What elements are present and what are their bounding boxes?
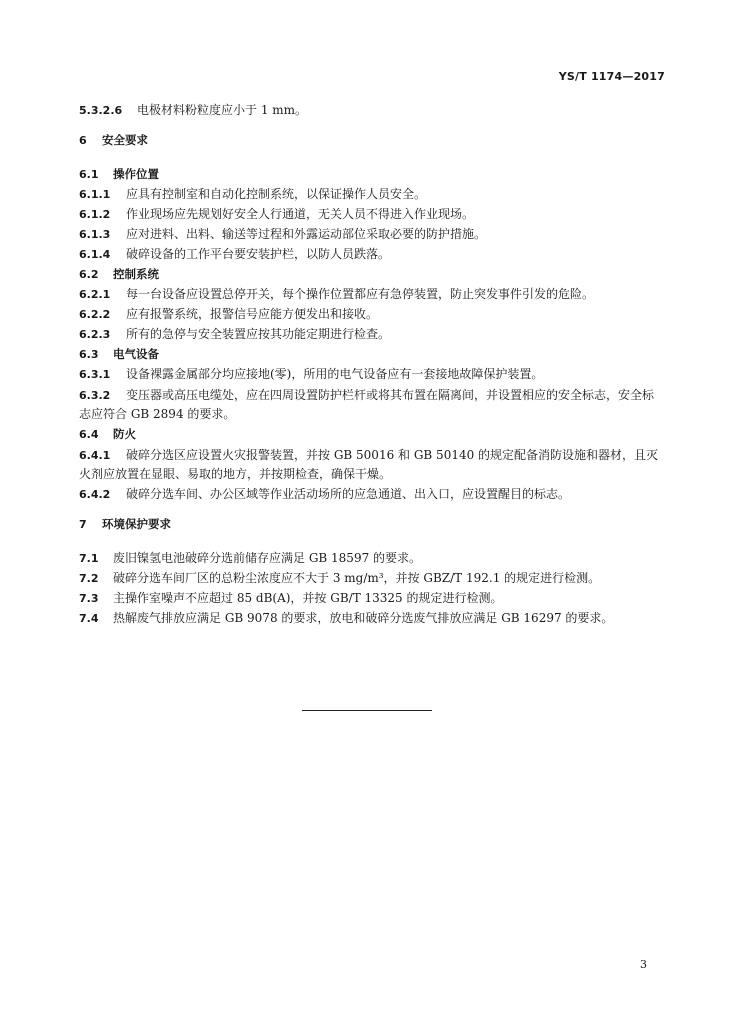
- subsection-heading-6-1: [79, 166, 665, 182]
- clause-text: 应具有控制室和自动化控制系统，以保证操作人员安全。: [126, 187, 427, 201]
- clause-text: 每一台设备应设置总停开关，每个操作位置都应有急停装置，防止突发事件引发的危险。: [126, 287, 595, 301]
- subsection-number: 6.3: [79, 348, 99, 361]
- clause-text: 破碎分选车间、办公区域等作业活动场所的应急通道、出入口，应设置醒目的标志。: [126, 487, 571, 501]
- clause-6-4-1: [79, 446, 665, 484]
- end-of-standard-line: [302, 710, 432, 711]
- clause-number: 7.2: [79, 572, 99, 585]
- clause-text: 所有的急停与安全装置应按其功能定期进行检查。: [126, 327, 391, 341]
- section-heading-6: [79, 132, 665, 148]
- subsection-title: 防火: [113, 427, 136, 441]
- section-number: 6: [79, 134, 87, 147]
- clause-number: 6.2.1: [79, 288, 111, 301]
- clause-text: 作业现场应先规划好安全人行通道，无关人员不得进入作业现场。: [126, 207, 475, 221]
- clause-number: 6.4.2: [79, 488, 111, 501]
- clause-6-1-1: [79, 186, 665, 202]
- subsection-title: 控制系统: [113, 267, 159, 281]
- subsection-heading-6-4: [79, 426, 665, 442]
- clause-6-1-4: [79, 246, 665, 262]
- clause-number: 6.1.1: [79, 188, 111, 201]
- clause-6-1-3: [79, 226, 665, 242]
- section-heading-7: [79, 516, 665, 532]
- clause-text: 电极材料粉粒度应小于 1 mm。: [137, 103, 308, 117]
- clause-text: 热解废气排放应满足 GB 9078 的要求，放电和破碎分选废气排放应满足 GB 16297 的要求。: [113, 611, 614, 625]
- clause-text: 破碎分选车间厂区的总粉尘浓度应不大于 3 mg/m³，并按 GBZ/T 192.1 的规定进行检测。: [113, 571, 601, 585]
- clause-6-3-1: [79, 366, 665, 382]
- clause-6-2-1: [79, 286, 665, 302]
- clause-number: 6.1.4: [79, 248, 111, 261]
- clause-number: 6.2.3: [79, 328, 111, 341]
- section-number: 7: [79, 518, 87, 531]
- clause-6-3-2: [79, 386, 665, 424]
- clause-text: 主操作室噪声不应超过 85 dB(A)，并按 GB/T 13325 的规定进行检测。: [113, 591, 503, 605]
- subsection-title: 电气设备: [113, 347, 159, 361]
- clause-text: 废旧镍氢电池破碎分选前储存应满足 GB 18597 的要求。: [113, 551, 422, 565]
- clause-number: 6.1.3: [79, 228, 111, 241]
- subsection-heading-6-2: [79, 266, 665, 282]
- clause-6-2-2: [79, 306, 665, 322]
- clause-text: 变压器或高压电缆处，应在四周设置防护栏杆或将其布置在隔离间，并设置相应的安全标志，安全标志应符合 GB 2894 的要求。: [79, 388, 655, 421]
- clause-text: 设备裸露金属部分均应接地(零)，所用的电气设备应有一套接地故障保护装置。: [126, 367, 544, 381]
- clause-7-1: [79, 550, 665, 566]
- subsection-title: 操作位置: [113, 167, 159, 181]
- clause-text: 应对进料、出料、输送等过程和外露运动部位采取必要的防护措施。: [126, 227, 487, 241]
- subsection-number: 6.4: [79, 428, 99, 441]
- subsection-number: 6.1: [79, 168, 99, 181]
- document-body: [79, 102, 665, 630]
- clause-number: 6.1.2: [79, 208, 111, 221]
- section-title: 环境保护要求: [102, 517, 171, 531]
- clause-number: 7.4: [79, 612, 99, 625]
- clause-number: 6.3.2: [79, 389, 111, 402]
- clause-number: 5.3.2.6: [79, 104, 123, 117]
- standard-code: YS/T 1174—2017: [558, 70, 665, 83]
- clause-7-2: [79, 570, 665, 586]
- subsection-heading-6-3: [79, 346, 665, 362]
- clause-text: 应有报警系统，报警信号应能方便发出和接收。: [126, 307, 379, 321]
- clause-6-1-2: [79, 206, 665, 222]
- subsection-number: 6.2: [79, 268, 99, 281]
- clause-text: 破碎分选区应设置火灾报警装置，并按 GB 50016 和 GB 50140 的规定配备消防设施和器材，且灭火剂应放置在显眼、易取的地方，并按期检查，确保干燥。: [79, 448, 659, 481]
- clause-6-2-3: [79, 326, 665, 342]
- clause-number: 6.3.1: [79, 368, 111, 381]
- clause-7-4: [79, 610, 665, 626]
- clause-number: 7.3: [79, 592, 99, 605]
- clause-number: 6.4.1: [79, 449, 111, 462]
- clause-5-3-2-6: [79, 102, 665, 118]
- section-title: 安全要求: [102, 133, 148, 147]
- clause-text: 破碎设备的工作平台要安装护栏，以防人员跌落。: [126, 247, 391, 261]
- clause-number: 7.1: [79, 552, 99, 565]
- page-number: 3: [640, 958, 647, 971]
- clause-6-4-2: [79, 486, 665, 502]
- clause-7-3: [79, 590, 665, 606]
- clause-number: 6.2.2: [79, 308, 111, 321]
